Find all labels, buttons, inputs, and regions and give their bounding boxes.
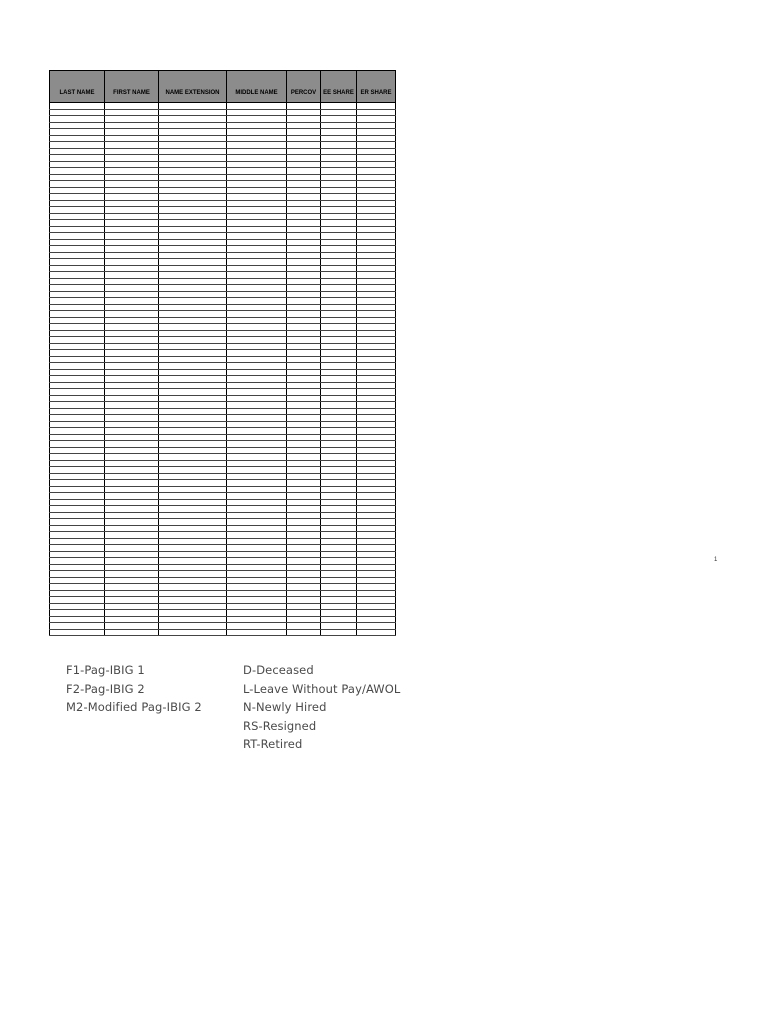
table-header-row — [50, 71, 396, 103]
page-number: 1 — [714, 557, 718, 563]
legend-item: L-Leave Without Pay/AWOL — [243, 681, 401, 696]
column-header: FIRST NAME — [105, 71, 159, 103]
column-header: PERCOV — [287, 71, 321, 103]
table-body — [50, 103, 396, 636]
table-cell — [159, 629, 227, 636]
legend-item: F2-Pag-IBIG 2 — [66, 681, 145, 696]
legend-item: D-Deceased — [243, 663, 314, 677]
table-cell — [50, 629, 105, 636]
table-cell — [321, 629, 357, 636]
table-cell — [357, 629, 396, 636]
legend-item: RT-Retired — [243, 737, 303, 751]
legend-item: N-Newly Hired — [243, 700, 327, 714]
plan-code-legend — [66, 661, 202, 717]
table-cell — [227, 629, 287, 636]
column-header: NAME EXTENSION — [159, 71, 227, 103]
contribution-table — [49, 70, 396, 636]
column-header: LAST NAME — [50, 71, 105, 103]
table-cell — [105, 629, 159, 636]
legend-item: M2-Modified Pag-IBIG 2 — [66, 700, 202, 714]
column-header: ER SHARE — [357, 71, 396, 103]
legend-item: RS-Resigned — [243, 718, 317, 733]
column-header: MIDDLE NAME — [227, 71, 287, 103]
column-header: EE SHARE — [321, 71, 357, 103]
legend-item: F1-Pag-IBIG 1 — [66, 663, 145, 677]
table-row — [50, 629, 396, 636]
status-code-legend — [243, 661, 400, 754]
table-cell — [287, 629, 321, 636]
